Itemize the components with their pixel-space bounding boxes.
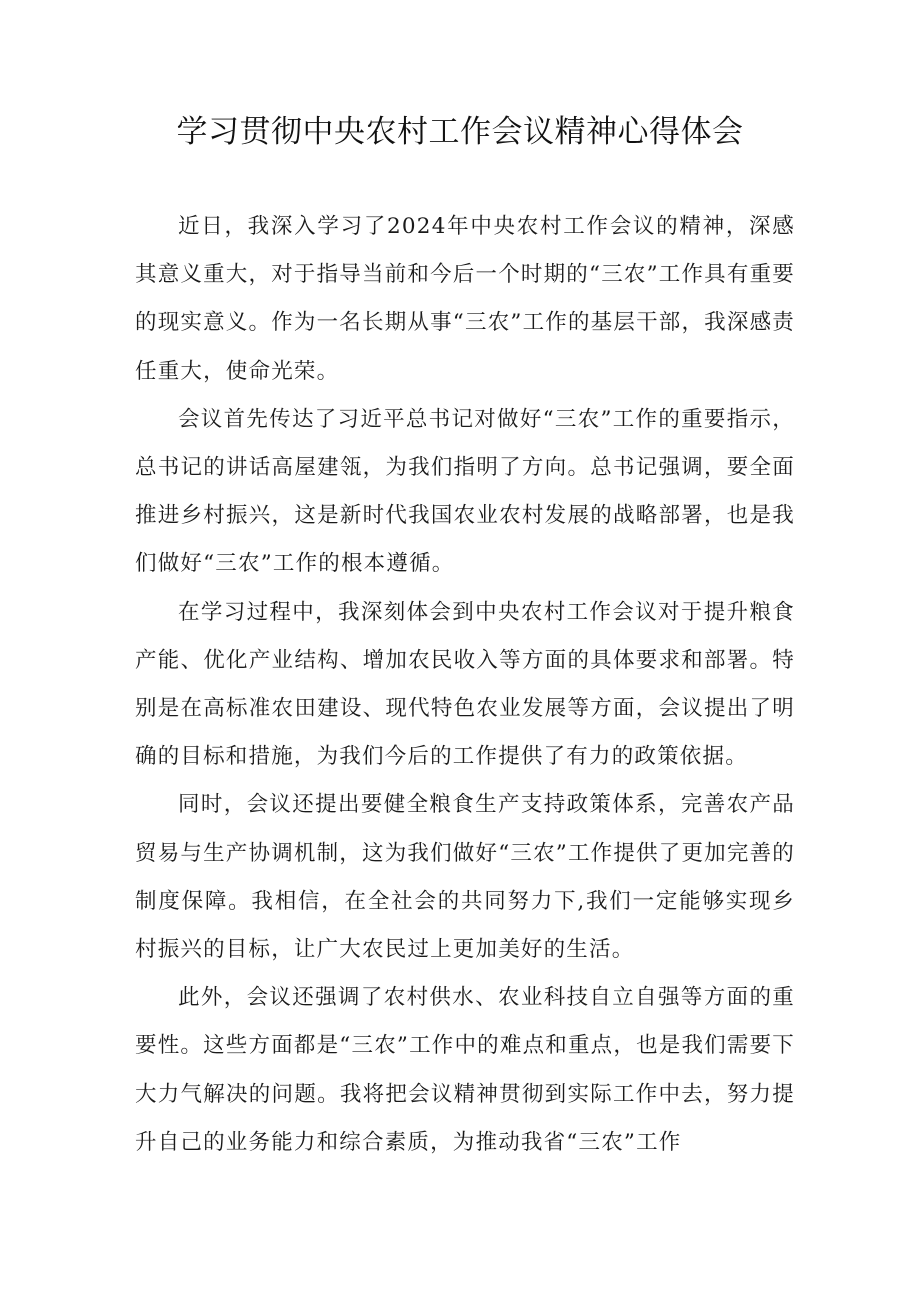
paragraph-2: 会议首先传达了习近平总书记对做好“三农”工作的重要指示，总书记的讲话高屋建瓴，为我们指明了方向。总书记强调，要全面推进乡村振兴，这是新时代我国农业农村发展的战略部署，也是我们做好“三农”工作的根本遵循。 <box>135 406 795 577</box>
document-title: 学习贯彻中央农村工作会议精神心得体会 <box>176 114 744 150</box>
paragraph-1: 近日，我深入学习了2024年中央农村工作会议的精神，深感其意义重大，对于指导当前和今后一个时期的“三农”工作具有重要的现实意义。作为一名长期从事“三农”工作的基层干部，我深感责任重大，使命光荣。 <box>135 214 795 384</box>
paragraph-5: 此外，会议还强调了农村供水、农业科技自立自强等方面的重要性。这些方面都是“三农”工作中的难点和重点，也是我们需要下大力气解决的问题。我将把会议精神贯彻到实际工作中去，努力提升自己的业务能力和综合素质，为推动我省“三农”工作 <box>135 985 795 1155</box>
paragraph-3: 在学习过程中，我深刻体会到中央农村工作会议对于提升粮食产能、优化产业结构、增加农民收入等方面的具体要求和部署。特别是在高标准农田建设、现代特色农业发展等方面，会议提出了明确的目标和措施，为我们今后的工作提供了有力的政策依据。 <box>135 599 795 770</box>
document-body <box>135 203 795 1167</box>
paragraph-4: 同时，会议还提出要健全粮食生产支持政策体系，完善农产品贸易与生产协调机制，这为我们做好“三农”工作提供了更加完善的制度保障。我相信，在全社会的共同努力下,我们一定能够实现乡村振兴的目标，让广大农民过上更加美好的生活。 <box>135 792 795 963</box>
